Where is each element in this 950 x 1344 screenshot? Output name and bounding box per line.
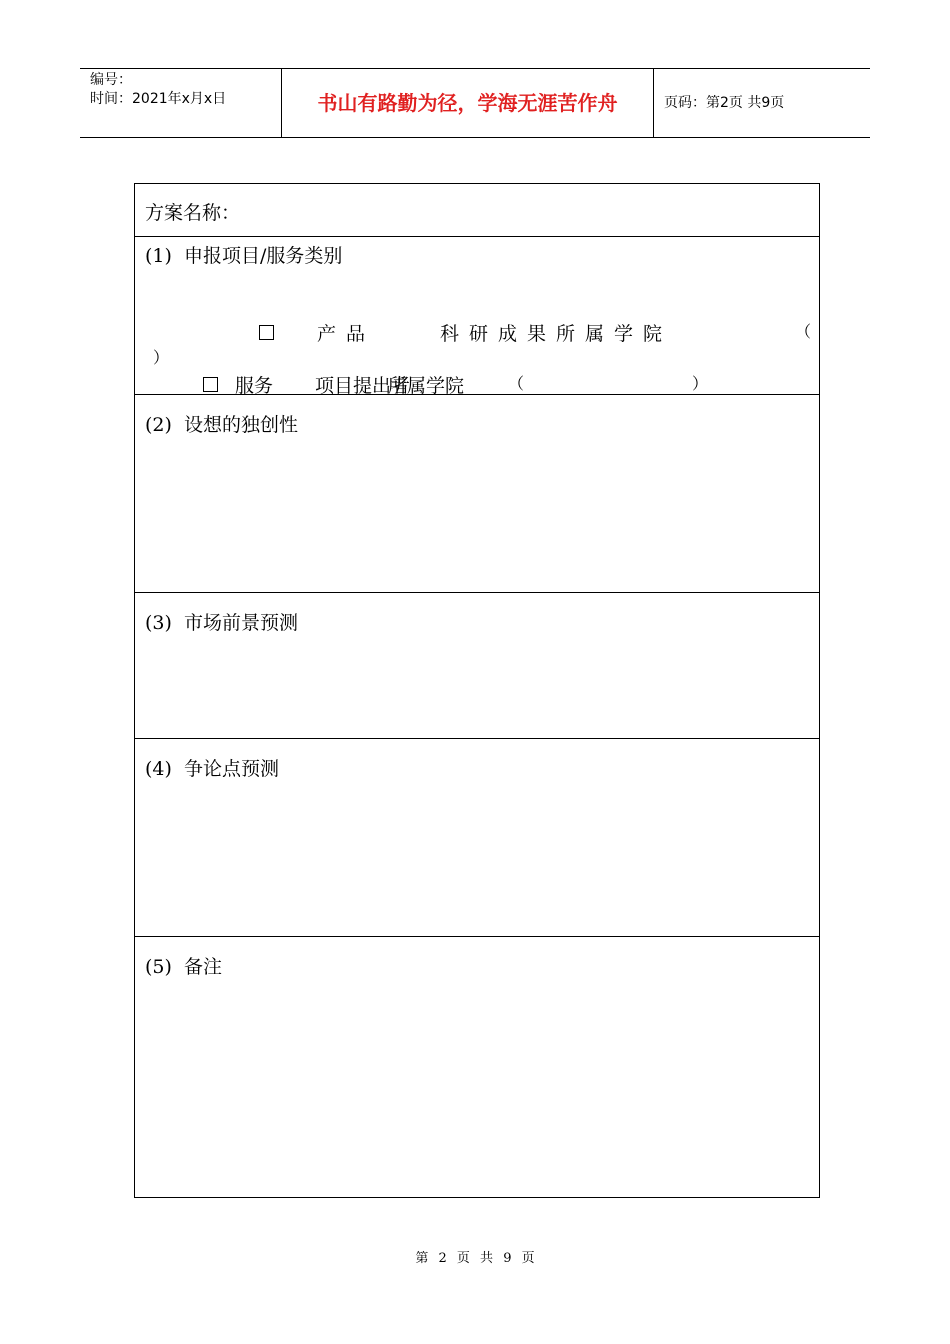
service-label: 服务 [235, 375, 274, 397]
document-number-label: 编号： [90, 72, 132, 88]
header-motto: 书山有路勤为径，学海无涯苦作舟 [281, 69, 654, 137]
service-college-label: 所属学院 [388, 375, 465, 397]
paren-open: （ [508, 374, 525, 393]
page-header [80, 68, 870, 138]
section-title: (2) 设想的独创性 [145, 414, 298, 436]
page-footer: 第 2 页 共 9 页 [415, 1251, 535, 1266]
remarks-section [135, 936, 819, 1198]
controversy-section [135, 738, 819, 936]
application-form [134, 183, 820, 1198]
paren-close: ） [153, 348, 170, 367]
section-title: (4) 争论点预测 [145, 758, 279, 780]
product-college-label: 科研成果所属学院 [440, 323, 673, 345]
paren-close: ） [692, 374, 709, 393]
section-title: (5) 备注 [145, 956, 222, 978]
header-meta [80, 69, 281, 137]
market-section [135, 592, 819, 738]
section-title: (1) 申报项目/服务类别 [145, 245, 343, 267]
category-section [135, 236, 819, 397]
document-date: 时间：2021年x月x日 [90, 91, 227, 107]
paren-open: （ [795, 322, 812, 341]
product-checkbox[interactable] [259, 325, 274, 340]
plan-name-row [135, 184, 819, 236]
originality-section [135, 394, 819, 592]
section-title: (3) 市场前景预测 [145, 612, 298, 634]
header-page-info: 页码：第2页 共9页 [664, 95, 785, 111]
service-checkbox[interactable] [203, 377, 218, 392]
product-label: 产品 [317, 323, 376, 345]
plan-name-label: 方案名称： [145, 202, 241, 224]
service-project-label: 项目提出者 [315, 375, 411, 397]
